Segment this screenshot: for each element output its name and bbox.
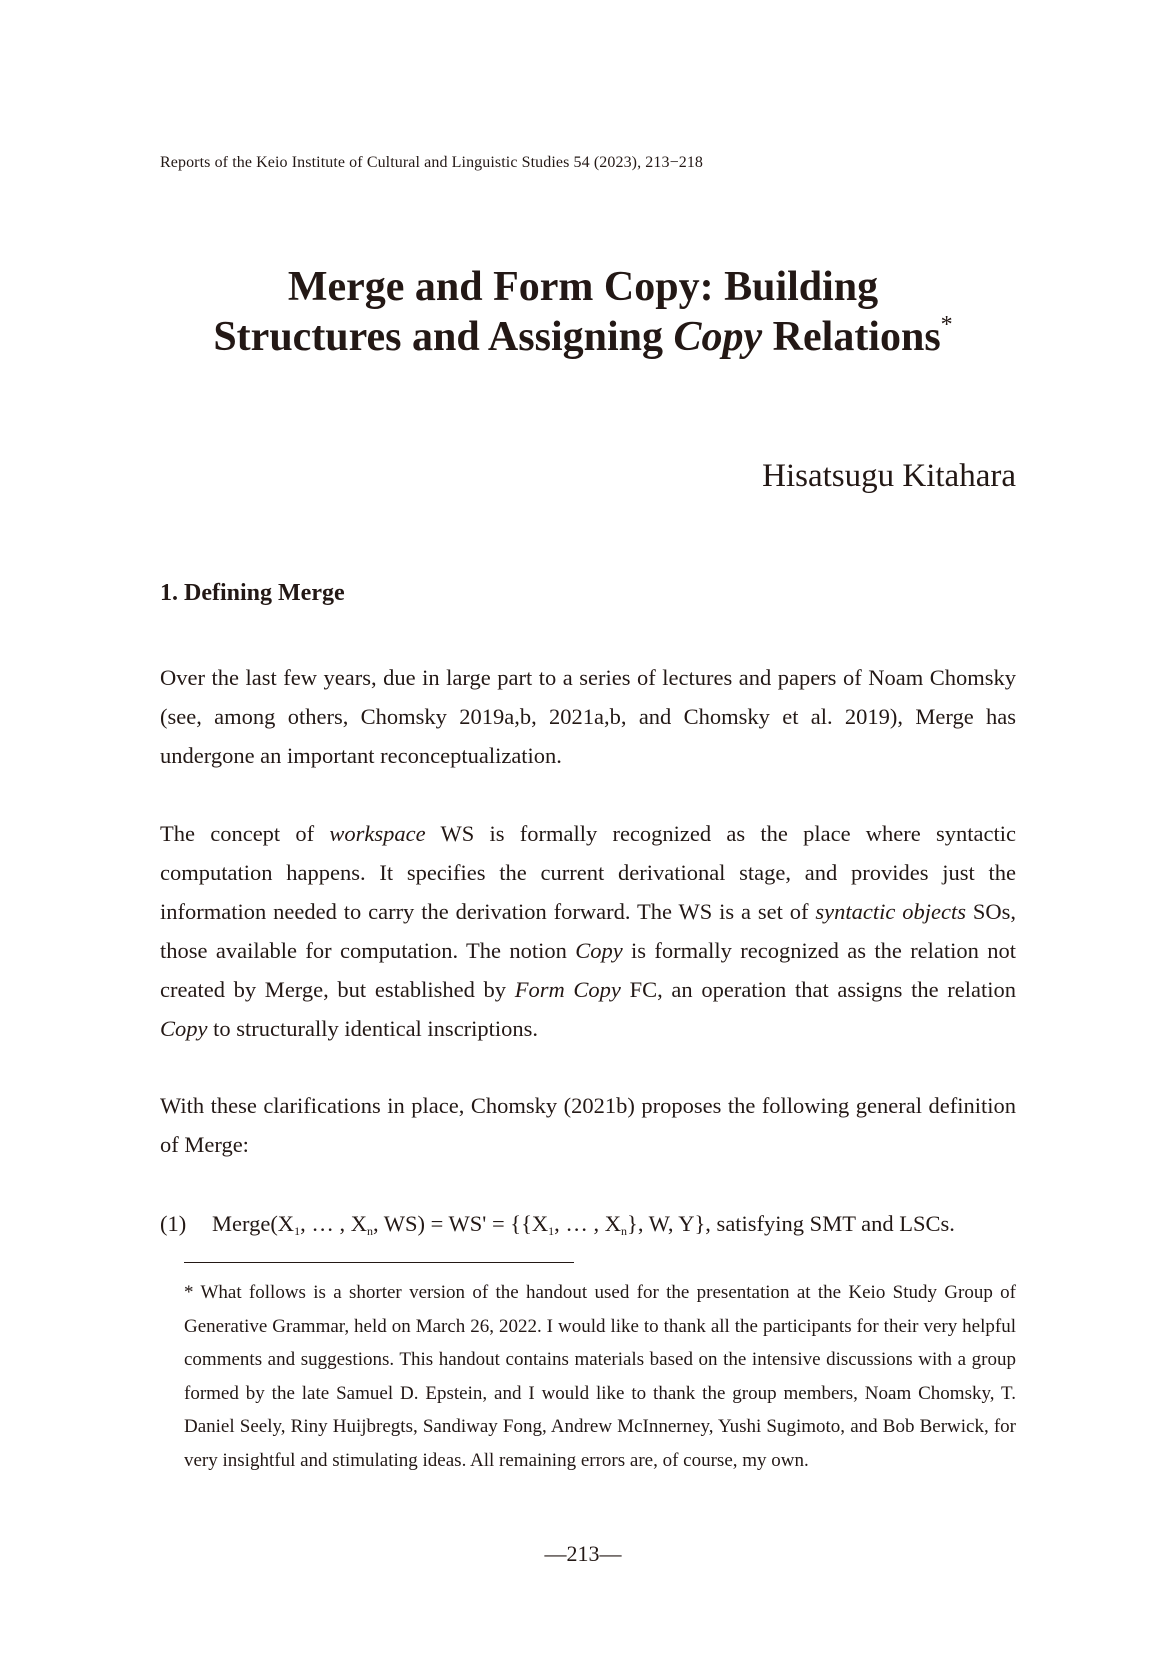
- subscript: n: [366, 1224, 373, 1238]
- subscript: 1: [294, 1224, 301, 1238]
- paper-title: [0, 262, 1166, 362]
- formula-text: , … , X: [554, 1211, 622, 1236]
- paragraph-1: Over the last few years, due in large part to a series of lectures and papers of Noam Chomsky (see, among others, Chomsky 2019a,b, 2021a,b, and Chomsky et al. 2019), Merge has undergone an important reconceptualization.: [160, 665, 1016, 768]
- formula-text: Merge(X: [212, 1211, 295, 1236]
- running-head: Reports of the Keio Institute of Cultural and Linguistic Studies 54 (2023), 213−218: [160, 154, 704, 171]
- term-workspace: workspace: [329, 821, 426, 846]
- footnote-divider: [184, 1262, 574, 1263]
- term-copy: Copy: [575, 938, 623, 963]
- footnote: * What follows is a shorter version of the handout used for the presentation at the Keio Study Group of Generative Grammar, held on March 26, 2022. I would like to thank all the participants for their very helpful comments and suggestions. This handout contains materials based on the intensive discussions with a group formed by the late Samuel D. Epstein, and I would like to thank the group members, Noam Chomsky, T. Daniel Seely, Riny Huijbregts, Sandiway Fong, Andrew McInnerney, Yushi Sugimoto, and Bob Berwick, for very insightful and stimulating ideas. All remaining errors are, of course, my own.: [184, 1282, 1016, 1471]
- text: WS is formally recognized as the place where syntactic computation happens. It specifies the current derivational stage, and provides just the information needed to carry the derivation forward. The WS is a set of: [160, 821, 1016, 924]
- section-heading: 1. Defining Merge: [160, 580, 345, 606]
- text: FC, an operation that assigns the relation: [620, 977, 1016, 1002]
- subscript: n: [621, 1224, 628, 1238]
- term-syntactic-objects: syntactic objects: [815, 899, 966, 924]
- term-form-copy: Form Copy: [514, 977, 621, 1002]
- author-name: Hisatsugu Kitahara: [762, 458, 1016, 494]
- text: is formally recognized as the relation not created by Merge, but established by: [160, 938, 1017, 1002]
- term-copy: Copy: [160, 1016, 208, 1041]
- formula-text: }, W, Y}, satisfying SMT and LSCs.: [627, 1211, 955, 1236]
- example-1: [160, 1204, 1020, 1243]
- example-number: (1): [160, 1211, 187, 1236]
- title-line-2: [0, 312, 1166, 362]
- page-number: —213—: [544, 1541, 622, 1566]
- text: The concept of: [160, 821, 330, 846]
- title-text: Relations: [762, 314, 941, 360]
- subscript: 1: [548, 1224, 555, 1238]
- text: to structurally identical inscriptions.: [207, 1016, 539, 1041]
- formula-text: , … , X: [300, 1211, 367, 1236]
- title-line-1: Merge and Form Copy: Building: [287, 264, 879, 310]
- paragraph-2: [160, 814, 1016, 1048]
- formula-text: , WS) = WS' = {{X: [372, 1211, 549, 1236]
- title-italic-copy: Copy: [673, 314, 763, 360]
- text: SOs, those available for computation. The notion: [160, 899, 1016, 963]
- title-footnote-mark[interactable]: *: [940, 312, 953, 338]
- title-text: Structures and Assigning: [213, 314, 674, 360]
- paragraph-3: With these clarifications in place, Chomsky (2021b) proposes the following general definition of Merge:: [160, 1093, 1016, 1157]
